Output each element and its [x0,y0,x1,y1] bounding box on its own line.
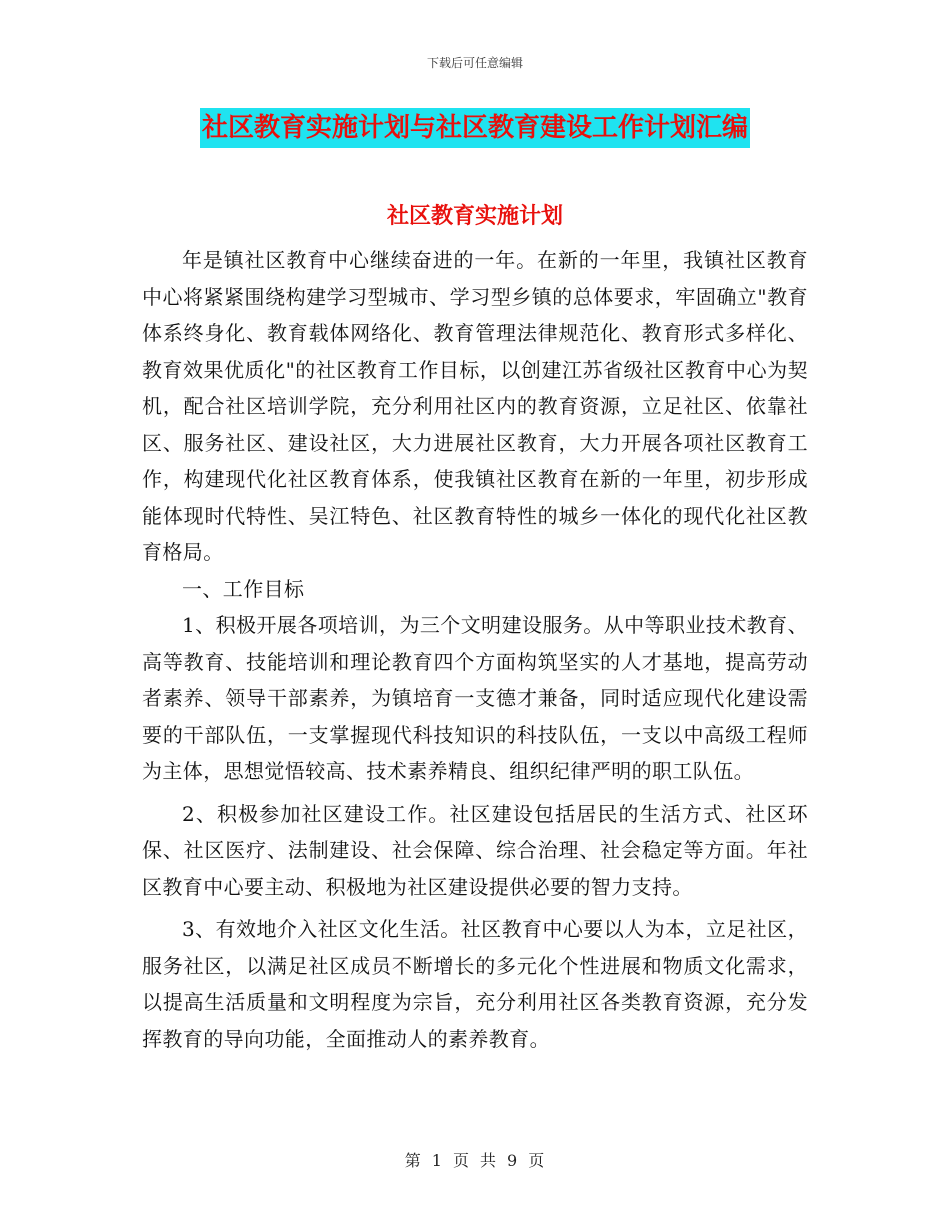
paragraph-item-3: 3、有效地介入社区文化生活。社区教育中心要以人为本，立足社区，服务社区，以满足社区成员不断增长的多元化个性进展和物质文化需求，以提高生活质量和文明程度为宗旨，充分利用社区各类教育资源，充分发挥教育的导向功能，全面推动人的素养教育。 [142,917,808,1051]
paragraph-intro: 年是镇社区教育中心继续奋进的一年。在新的一年里，我镇社区教育中心将紧紧围绕构建学习型城市、学习型乡镇的总体要求，牢固确立"教育体系终身化、教育载体网络化、教育管理法律规范化、教育形式多样化、教育效果优质化"的社区教育工作目标，以创建江苏省级社区教育中心为契机，配合社区培训学院，充分利用社区内的教育资源，立足社区、依靠社区、服务社区、建设社区，大力进展社区教育，大力开展各项社区教育工作，构建现代化社区教育体系，使我镇社区教育在新的一年里，初步形成能体现时代特性、吴江特色、社区教育特性的城乡一体化的现代化社区教育格局。 [142,248,808,564]
footer-page-unit: 页 [452,1151,470,1170]
footer-total-unit: 页 [528,1151,546,1170]
footer-prefix: 第 [404,1151,422,1170]
footer-total-pages: 9 [507,1151,519,1170]
page-footer [0,1148,950,1171]
header-note: 下载后可任意编辑 [426,56,523,70]
main-title-container [0,108,950,148]
paragraph-heading-goals: 一、工作目标 [182,576,305,601]
paragraph-item-1: 1、积极开展各项培训，为三个文明建设服务。从中等职业技术教育、高等教育、技能培训和理论教育四个方面构筑坚实的人才基地，提高劳动者素养、领导干部素养，为镇培育一支德才兼备，同时适应现代化建设需要的干部队伍，一支掌握现代科技知识的科技队伍，一支以中高级工程师为主体，思想觉悟较高、技术素养精良、组织纪律严明的职工队伍。 [142,613,808,783]
footer-total-prefix: 共 [480,1151,498,1170]
body-text [142,242,808,1057]
paragraph-item-2: 2、积极参加社区建设工作。社区建设包括居民的生活方式、社区环保、社区医疗、法制建设、社会保障、综合治理、社会稳定等方面。年社区教育中心要主动、积极地为社区建设提供必要的智力支持。 [142,801,808,899]
main-title: 社区教育实施计划与社区教育建设工作计划汇编 [200,108,750,148]
footer-page-number: 1 [431,1151,443,1170]
section-title: 社区教育实施计划 [386,203,563,229]
